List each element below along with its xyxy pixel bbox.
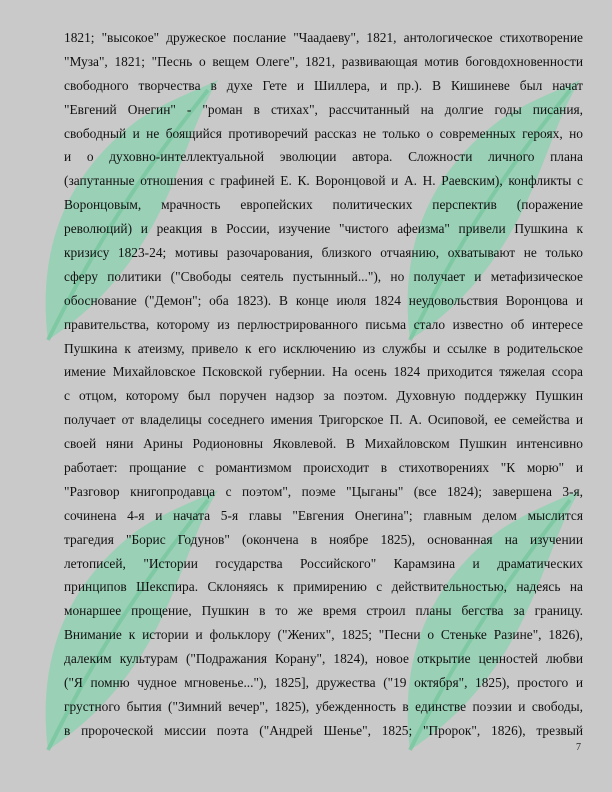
text-line: в пророческой миссии поэта ("Андрей Шенье", 1825; "Пророк", 1826), трезвый bbox=[64, 722, 583, 738]
body-text bbox=[64, 26, 583, 743]
text-line: Воронцовым, мрачность европейских политических перспектив (поражение bbox=[64, 197, 583, 213]
text-line: работает: прощание с романтизмом происходит в стихотворениях "К морю" и bbox=[64, 460, 583, 476]
text-line: Пушкина к атеизму, привело к его исключению из службы и ссылке в родительское bbox=[64, 340, 583, 356]
text-line: "Евгений Онегин" - "роман в стихах", рассчитанный на долгие годы писания, bbox=[64, 101, 583, 117]
text-line: своей няни Арины Родионовны Яковлевой. В Михайловском Пушкин интенсивно bbox=[64, 436, 583, 452]
text-line: сферу политики ("Свободы сеятель пустынный..."), но получает и метафизическое bbox=[64, 268, 583, 284]
text-line: "Разговор книгопродавца с поэтом", поэме "Цыганы" (все 1824); завершена 3-я, bbox=[64, 483, 583, 499]
page-number: 7 bbox=[576, 742, 581, 753]
text-line: принципов Шекспира. Склоняясь к примирению с действительностью, надеясь на bbox=[64, 579, 583, 595]
text-line: и о духовно-интеллектуальной эволюции автора. Сложности личного плана bbox=[64, 149, 583, 165]
text-line: ("Я помню чудное мгновенье..."), 1825], дружества ("19 октября", 1825), простого и bbox=[64, 675, 583, 691]
text-line: свободный и не боящийся противоречий рассказ не только о современных героях, но bbox=[64, 125, 583, 141]
text-line: имение Михайловское Псковской губернии. На осень 1824 приходится тяжелая ссора bbox=[64, 364, 583, 380]
text-line: 1821; "высокое" дружеское послание "Чаадаеву", 1821, антологическое стихотворение bbox=[64, 30, 583, 45]
text-line: далеким культурам ("Подражания Корану", 1824), новое открытие ценностей любви bbox=[64, 651, 583, 667]
text-line: свободного творчества в духе Гете и Шиллера, и пр.). В Кишиневе был начат bbox=[64, 77, 583, 93]
text-line: монаршее прощение, Пушкин в то же время строил планы бегства за границу. bbox=[64, 603, 583, 619]
text-line: "Муза", 1821; "Песнь о вещем Олеге", 1821, развивающая мотив боговдохновенности bbox=[64, 53, 583, 69]
text-line: (запутанные отношения с графиней Е. К. Воронцовой и А. Н. Раевским), конфликты с bbox=[64, 173, 583, 189]
text-line: правительства, которому из перлюстрированного письма стало известно об интересе bbox=[64, 316, 583, 332]
text-line: Внимание к истории и фольклору ("Жених", 1825; "Песни о Стеньке Разине", 1826), bbox=[64, 627, 583, 643]
text-line: сочинена 4-я и начата 5-я главы "Евгения Онегина"; главным делом мыслится bbox=[64, 507, 583, 523]
text-line: летописей, "Истории государства Российского" Карамзина и драматических bbox=[64, 555, 583, 571]
text-line: кризису 1823-24; мотивы разочарования, близкого отчаянию, охватывают не только bbox=[64, 245, 583, 261]
text-line: обоснование ("Демон"; оба 1823). В конце июля 1824 неудовольствия Воронцова и bbox=[64, 292, 583, 308]
text-line: революций) и реакция в России, изучение "чистого афеизма" привели Пушкина к bbox=[64, 221, 583, 237]
text-line: грустного бытия ("Зимний вечер", 1825), убежденность в единстве поэзии и свободы, bbox=[64, 698, 583, 714]
text-line: получает от владелицы соседнего имения Тригорское П. А. Осиповой, ее семейства и bbox=[64, 412, 583, 428]
text-line: трагедия "Борис Годунов" (окончена в ноябре 1825), основанная на изучении bbox=[64, 531, 583, 547]
text-line: с отцом, которому был поручен надзор за поэтом. Духовную поддержку Пушкин bbox=[64, 388, 583, 404]
